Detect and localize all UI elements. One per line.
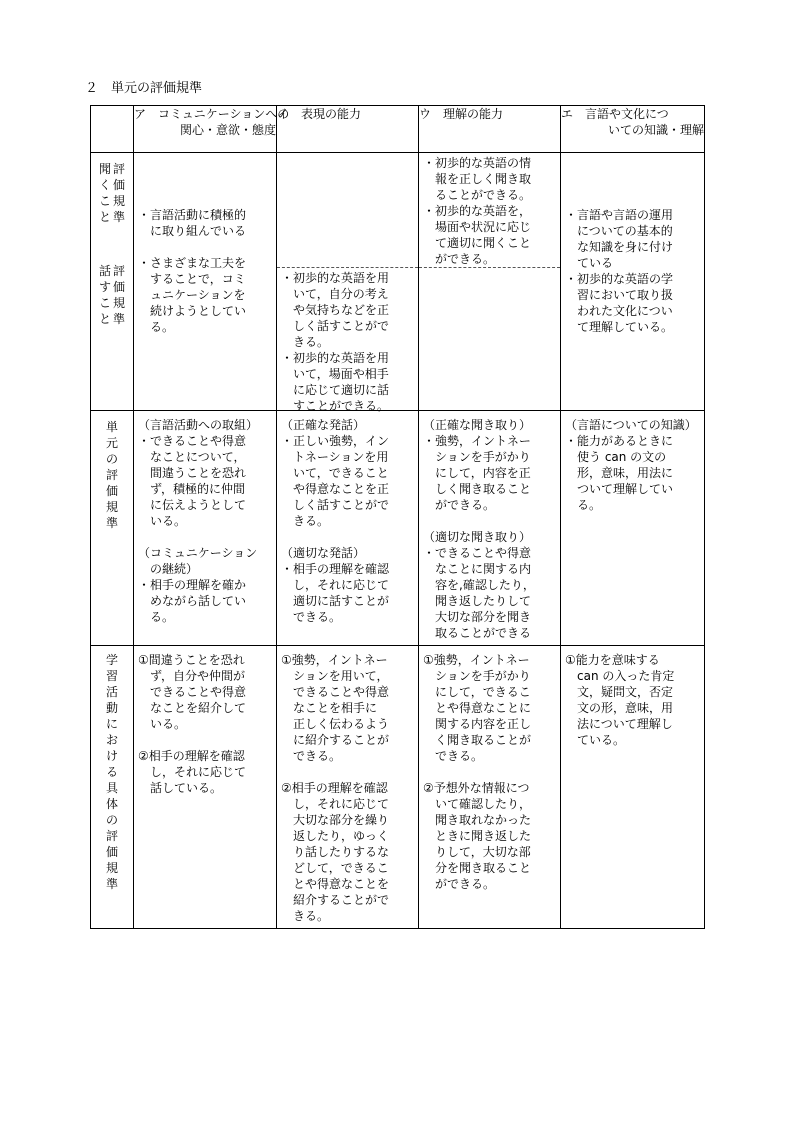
text-line: の継続）: [138, 562, 199, 576]
row1-col-a-text: [134, 153, 276, 339]
text-line: 関する内容を正し: [423, 717, 532, 731]
text-line: しく聞き取ること: [423, 482, 532, 496]
label-char: 価: [113, 178, 126, 192]
row3-col-a: [134, 646, 277, 929]
label-char: 準: [113, 312, 126, 326]
text-line: 法について理解し: [565, 717, 673, 731]
text-line: われた文化につい: [565, 304, 673, 318]
blank-line: [423, 764, 556, 780]
text-line: ・相手の理解を確認: [281, 562, 390, 576]
text-line: 適切に話すことが: [281, 594, 390, 608]
label-char: 準: [105, 516, 118, 530]
text-line: （正確な聞き取り）: [423, 418, 532, 432]
text-line: り話したりするな: [281, 845, 390, 859]
text-line: ず，積極的に仲間: [138, 482, 246, 496]
row2-col-e: [561, 411, 705, 646]
row2-col-i-text: [277, 411, 418, 629]
text-line: きる。: [281, 909, 330, 923]
text-line: に紹介することが: [281, 733, 390, 747]
text-line: 返したり，ゆっく: [281, 829, 389, 843]
row3-col-i: [277, 646, 419, 929]
row3-label-cell: [91, 646, 134, 929]
text-line: て適切に聞くこと: [423, 236, 532, 250]
text-line: ができる。: [423, 877, 496, 891]
text-line: て理解している。: [565, 320, 674, 334]
text-line: できることや得意: [281, 685, 390, 699]
text-line: ①能力を意味する: [565, 653, 660, 667]
row-unit-criteria: [91, 411, 705, 646]
row1-col-u-split: [419, 153, 560, 410]
blank-line: [281, 529, 414, 545]
text-line: （コミュニケーション: [138, 546, 258, 560]
text-line: ず，自分や仲間が: [138, 669, 246, 683]
text-line: にして，できるこ: [423, 685, 531, 699]
label-char: 価: [113, 280, 126, 294]
text-line: ・強勢，イントネー: [423, 434, 531, 448]
label-char: 単: [105, 420, 118, 434]
text-line: しく話すことがで: [281, 319, 390, 333]
text-line: に取り組んでいる: [138, 224, 247, 238]
text-line: なことを相手に: [281, 701, 378, 715]
text-line: し，それに応じて: [281, 797, 390, 811]
text-line: ている。: [565, 733, 626, 747]
text-line: ・さまざまな工夫を: [138, 256, 247, 270]
text-line: ・初歩的な英語を，: [423, 204, 532, 218]
row2-col-i: [277, 411, 419, 646]
header-corner-cell: [91, 106, 134, 153]
text-line: ついて理解してい: [565, 482, 674, 496]
label-char: 規: [113, 296, 126, 310]
text-line: なことについて，: [138, 450, 246, 464]
text-line: ①強勢，イントネー: [423, 653, 530, 667]
label-char: 習: [105, 669, 118, 683]
text-line: 続けようとしてい: [138, 304, 247, 318]
text-line: 正しく伝わるよう: [281, 717, 390, 731]
text-line: きる。: [281, 335, 330, 349]
text-line: 使う can の文の: [565, 450, 667, 464]
text-line: し，それに応じて: [281, 578, 390, 592]
text-line: 報を正しく聞き取: [423, 172, 532, 186]
label-char: と: [98, 210, 111, 224]
header-col-e: [561, 106, 705, 153]
text-line: 話している。: [138, 781, 223, 795]
label-char: お: [105, 733, 118, 747]
text-line: ・言語や言語の運用: [565, 208, 674, 222]
text-line: ができる。: [423, 498, 496, 512]
text-line: できる。: [281, 749, 342, 763]
text-line: いる。: [138, 717, 187, 731]
text-line: トネーションを用: [281, 450, 389, 464]
text-line: ときに聞き返した: [423, 829, 532, 843]
label-char: る: [105, 765, 118, 779]
text-line: についての基本的: [565, 224, 673, 238]
row1-dashed-divider-u: [419, 267, 560, 268]
text-line: することで，コミ: [138, 272, 246, 286]
text-line: ションを用いて，: [281, 669, 389, 683]
header-row: [91, 106, 705, 153]
text-line: どして，できるこ: [281, 861, 389, 875]
label-char: 価: [105, 484, 118, 498]
text-line: や気持ちなどを正: [281, 303, 390, 317]
text-line: ・言語活動に積極的: [138, 208, 247, 222]
text-line: ができる。: [423, 252, 496, 266]
row3-col-u-text: [419, 646, 560, 896]
text-line: く聞き取ることが: [423, 733, 532, 747]
text-line: 文の形，意味，用: [565, 701, 674, 715]
row2-col-u: [419, 411, 561, 646]
label-char: 具: [105, 781, 118, 795]
label-char: 規: [105, 500, 118, 514]
text-line: 聞き取れなかった: [423, 813, 532, 827]
label-char: 体: [105, 797, 118, 811]
label-char: 元: [105, 436, 118, 450]
text-line: 間違うことを恐れ: [138, 466, 247, 480]
text-line: ・正しい強勢，イン: [281, 434, 390, 448]
label-char: に: [105, 717, 118, 731]
row-activity-criteria: [91, 646, 705, 929]
text-line: ることができる。: [423, 188, 532, 202]
row3-col-u: [419, 646, 561, 929]
text-line: りして，大切な部: [423, 845, 531, 859]
text-line: きる。: [281, 514, 330, 528]
label-char: 準: [105, 877, 118, 891]
text-line: すことができる。: [281, 399, 390, 413]
text-line: る。: [138, 610, 175, 624]
label-char: と: [98, 312, 111, 326]
text-line: いて，できること: [281, 466, 389, 480]
header-col-a-line2: 関心・意欲・態度: [179, 123, 276, 137]
text-line: （言語についての知識）: [565, 418, 697, 432]
section-heading: ２ 単元の評価規準: [85, 81, 203, 96]
row3-col-e-text: [561, 646, 704, 752]
row1-dashed-divider-i: [277, 267, 418, 268]
label-char: 評: [105, 468, 118, 482]
text-line: できることや得意: [138, 685, 247, 699]
blank-line: [138, 529, 272, 545]
text-line: とや得意なことに: [423, 701, 532, 715]
text-line: 取ることができる: [423, 626, 532, 640]
blank-line: [138, 239, 272, 255]
row1-label-listening-col2: [113, 161, 125, 225]
text-line: しく話すことがで: [281, 498, 390, 512]
blank-line: [138, 732, 272, 748]
label-char: 活: [105, 685, 118, 699]
text-line: ・初歩的な英語を用: [281, 271, 390, 285]
text-line: ②相手の理解を確認: [281, 781, 388, 795]
text-line: 大切な部分を繰り: [281, 813, 390, 827]
row2-label-cell: [91, 411, 134, 646]
text-line: 紹介することがで: [281, 893, 390, 907]
text-line: ションを手がかり: [423, 669, 531, 683]
text-line: 習において取り扱: [565, 288, 674, 302]
row1-label-speaking-col2: [113, 263, 125, 327]
text-line: ②予想外な情報につ: [423, 781, 530, 795]
row2-col-u-text: [419, 411, 560, 645]
label-char: 評: [113, 162, 126, 176]
text-line: な知識を身に付け: [565, 240, 674, 254]
text-line: とや得意なことを: [281, 877, 390, 891]
text-line: 場面や状況に応じ: [423, 220, 532, 234]
text-line: 分を聞き取ること: [423, 861, 532, 875]
label-char: 価: [105, 845, 118, 859]
row2-col-a: [134, 411, 277, 646]
label-char: 学: [105, 653, 118, 667]
row1-label-listening: [91, 153, 133, 225]
text-line: や得意なことを正: [281, 482, 390, 496]
row3-col-e: [561, 646, 705, 929]
text-line: る。: [565, 498, 602, 512]
text-line: （適切な発話）: [281, 546, 366, 560]
label-char: く: [98, 178, 111, 192]
label-char: こ: [98, 296, 111, 310]
text-line: ・相手の理解を確か: [138, 578, 247, 592]
text-line: （適切な聞き取り）: [423, 530, 532, 544]
row3-col-i-text: [277, 646, 418, 928]
row1-col-u-text: [419, 153, 560, 269]
text-line: ・初歩的な英語の学: [565, 272, 674, 286]
text-line: 文，疑問文，否定: [565, 685, 674, 699]
row1-col-e: [561, 153, 705, 411]
text-line: ・できることや得意: [423, 546, 532, 560]
header-col-i: [277, 106, 419, 153]
row1-label-cell: [91, 153, 134, 411]
text-line: めながら話してい: [138, 594, 247, 608]
row1-col-u: [419, 153, 561, 411]
text-line: 聞き返したりして: [423, 594, 532, 608]
row2-label: [91, 411, 133, 531]
text-line: （正確な発話）: [281, 418, 366, 432]
label-char: 規: [113, 194, 126, 208]
text-line: ・できることや得意: [138, 434, 247, 448]
label-char: 準: [113, 210, 126, 224]
text-line: し，それに応じて: [138, 765, 247, 779]
text-line: 形，意味，用法に: [565, 466, 674, 480]
text-line: ・初歩的な英語の情: [423, 156, 532, 170]
text-line: ①間違うことを恐れ: [138, 653, 245, 667]
label-char: 聞: [98, 162, 111, 176]
row1-label-listening-col1: [99, 161, 111, 225]
text-line: ①強勢，イントネー: [281, 653, 388, 667]
label-char: の: [105, 813, 118, 827]
label-char: 規: [105, 861, 118, 875]
text-line: ・能力があるときに: [565, 434, 674, 448]
row2-col-e-text: [561, 411, 704, 517]
evaluation-criteria-table: [90, 105, 705, 929]
text-line: いて，自分の考え: [281, 287, 389, 301]
text-line: に応じて適切に話: [281, 383, 390, 397]
text-line: 容を,確認したり，: [423, 578, 535, 592]
header-col-i-label: イ 表現の能力: [277, 107, 362, 121]
text-line: いて，場面や相手: [281, 367, 389, 381]
text-line: なことを紹介して: [138, 701, 247, 715]
row2-col-a-text: [134, 411, 276, 629]
row1-col-i: [277, 153, 419, 411]
header-col-u: [419, 106, 561, 153]
text-line: （言語活動への取組）: [138, 418, 259, 432]
label-char: 評: [105, 829, 118, 843]
text-line: なことに関する内: [423, 562, 532, 576]
label-char: 話: [98, 264, 111, 278]
row-listening-speaking: [91, 153, 705, 411]
text-line: いて確認したり，: [423, 797, 532, 811]
text-line: can の入った肯定: [565, 669, 675, 683]
text-line: ・初歩的な英語を用: [281, 351, 390, 365]
label-char: け: [105, 749, 118, 763]
text-line: る。: [138, 320, 175, 334]
row1-label-speaking-col1: [99, 263, 111, 327]
text-line: できる。: [423, 749, 484, 763]
text-line: に伝えようとして: [138, 498, 247, 512]
blank-line: [281, 764, 414, 780]
label-char: 評: [113, 264, 126, 278]
text-line: ②相手の理解を確認: [138, 749, 245, 763]
label-char: の: [105, 452, 118, 466]
header-col-e-line2: いての知識・理解: [607, 123, 704, 137]
row1-col-a: [134, 153, 277, 411]
text-line: にして，内容を正: [423, 466, 531, 480]
header-col-a: [134, 106, 290, 153]
label-char: す: [98, 280, 111, 294]
header-col-a-line1: ア コミュニケーションへの: [134, 107, 290, 121]
row1-col-i-text: [277, 270, 418, 414]
text-line: ュニケーションを: [138, 288, 246, 302]
text-line: ている: [565, 256, 614, 270]
header-col-u-label: ウ 理解の能力: [419, 107, 504, 121]
row3-col-a-text: [134, 646, 276, 800]
label-char: こ: [98, 194, 111, 208]
header-col-e-line1: エ 言語や文化につ: [561, 107, 669, 121]
text-line: ションを手がかり: [423, 450, 531, 464]
text-line: 大切な部分を聞き: [423, 610, 532, 624]
text-line: できる。: [281, 610, 342, 624]
blank-line: [423, 513, 556, 529]
text-line: いる。: [138, 514, 187, 528]
row1-label-speaking: [91, 225, 133, 327]
row1-col-e-text: [561, 153, 704, 339]
label-char: 動: [105, 701, 118, 715]
row3-label: [91, 646, 133, 892]
row1-col-i-split: [277, 153, 418, 413]
